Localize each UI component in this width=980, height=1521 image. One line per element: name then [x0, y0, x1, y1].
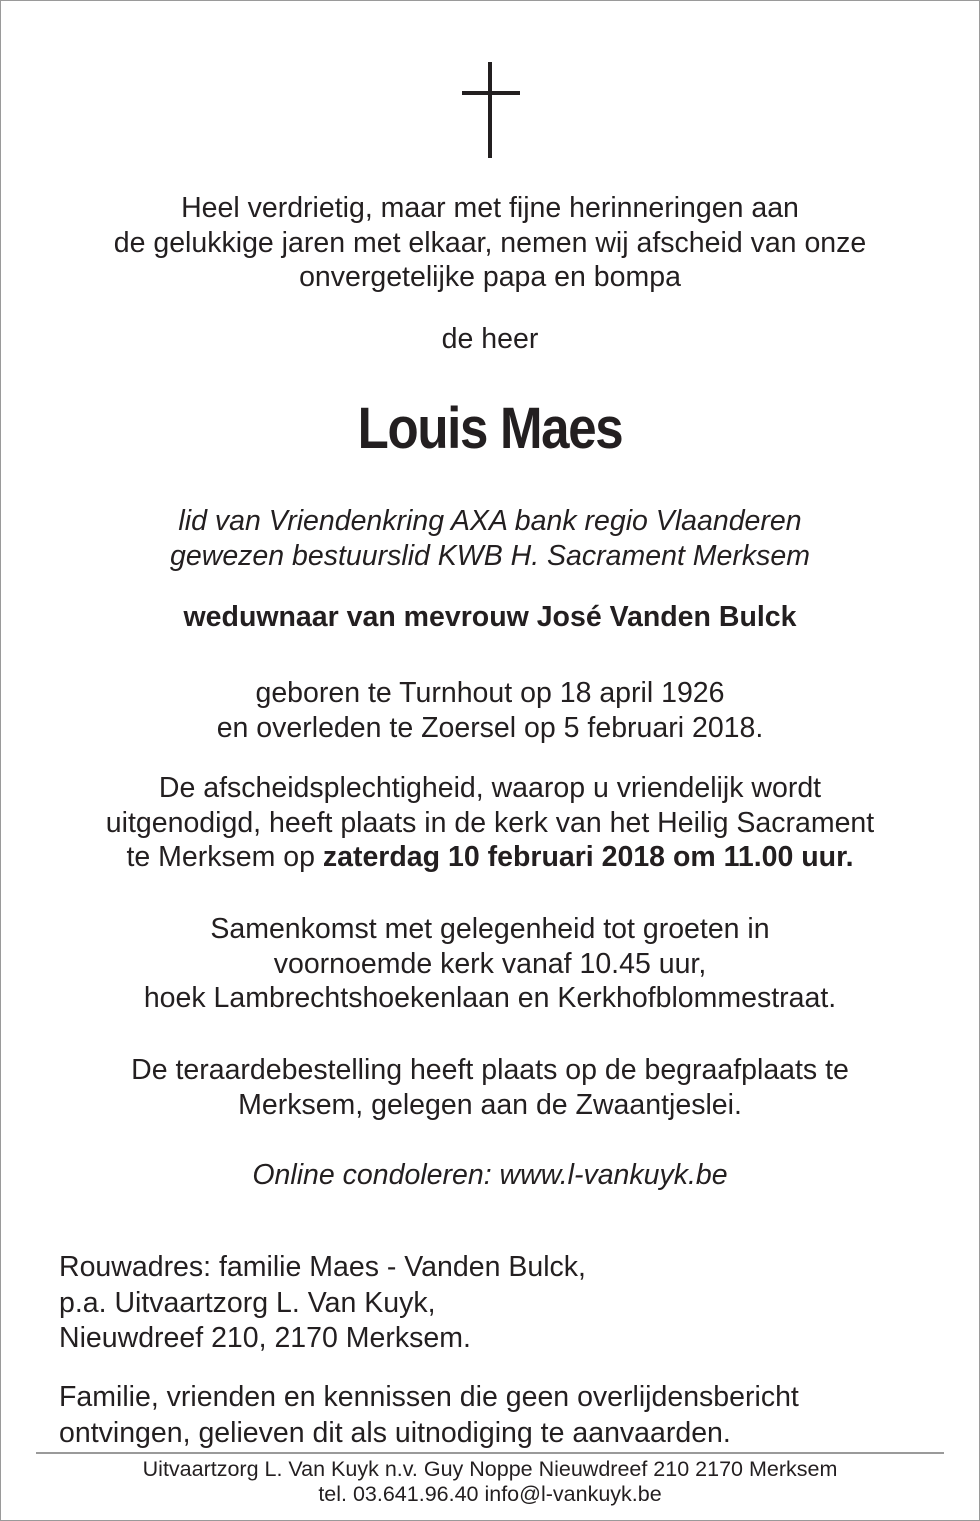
ceremony-line: [0, 840, 980, 875]
role-line: lid van Vriendenkring AXA bank regio Vlaanderen: [178, 505, 802, 537]
honorific: de heer: [441, 323, 539, 355]
mourning-address: [59, 1250, 939, 1357]
gathering-line: voornoemde kerk vanaf 10.45 uur,: [273, 947, 707, 980]
address-line: Nieuwdreef 210, 2170 Merksem.: [59, 1322, 471, 1354]
ceremony-line: uitgenodigd, heeft plaats in de kerk van het Heilig Sacrament: [105, 806, 875, 839]
address-line: p.a. Uitvaartzorg L. Van Kuyk,: [59, 1286, 436, 1319]
life-dates: [0, 676, 980, 745]
notice-line: Familie, vrienden en kennissen die geen overlijdensbericht: [59, 1381, 799, 1413]
burial-line: Merksem, gelegen aan de Zwaantjeslei.: [238, 1088, 742, 1121]
intro-line: onvergetelijke papa en bompa: [299, 261, 681, 293]
date-line: en overleden te Zoersel op 5 februari 2018.: [216, 711, 764, 744]
intro-line: de gelukkige jaren met elkaar, nemen wij afscheid van onze: [113, 226, 867, 259]
intro-line: Heel verdrietig, maar met fijne herinneringen aan: [181, 192, 799, 224]
ceremony-location: te Merksem op: [126, 841, 323, 873]
intro-text: [0, 191, 980, 295]
ceremony-info: [0, 771, 980, 875]
ceremony-line: De afscheidsplechtigheid, waarop u vriendelijk wordt: [158, 772, 822, 804]
burial-info: [0, 1053, 980, 1122]
deceased-name: Louis Maes: [357, 396, 623, 461]
notice-line: ontvingen, gelieven dit als uitnodiging te aanvaarden.: [59, 1416, 731, 1449]
cross-vertical-bar: [488, 62, 492, 158]
footer: [0, 1457, 980, 1507]
cross-icon: [459, 62, 523, 158]
footer-company: Uitvaartzorg L. Van Kuyk n.v. Guy Noppe Nieuwdreef 210 2170 Merksem: [142, 1457, 838, 1481]
roles: [0, 504, 980, 573]
gathering-info: [0, 912, 980, 1016]
role-line: gewezen bestuurslid KWB H. Sacrament Merksem: [170, 539, 810, 572]
address-line: Rouwadres: familie Maes - Vanden Bulck,: [59, 1251, 586, 1283]
invitation-notice: [59, 1380, 939, 1451]
footer-contact[interactable]: tel. 03.641.96.40 info@l-vankuyk.be: [318, 1482, 662, 1506]
spouse-line: weduwnaar van mevrouw José Vanden Bulck: [183, 601, 797, 633]
cross-horizontal-bar: [462, 91, 520, 95]
burial-line: De teraardebestelling heeft plaats op de begraafplaats te: [131, 1054, 849, 1086]
gathering-line: Samenkomst met gelegenheid tot groeten in: [210, 913, 770, 945]
date-line: geboren te Turnhout op 18 april 1926: [255, 677, 725, 709]
footer-divider: [36, 1452, 944, 1454]
online-condolence-link[interactable]: Online condoleren: www.l-vankuyk.be: [252, 1159, 728, 1191]
gathering-line: hoek Lambrechtshoekenlaan en Kerkhofblommestraat.: [143, 982, 837, 1014]
ceremony-datetime: zaterdag 10 februari 2018 om 11.00 uur.: [322, 841, 854, 873]
